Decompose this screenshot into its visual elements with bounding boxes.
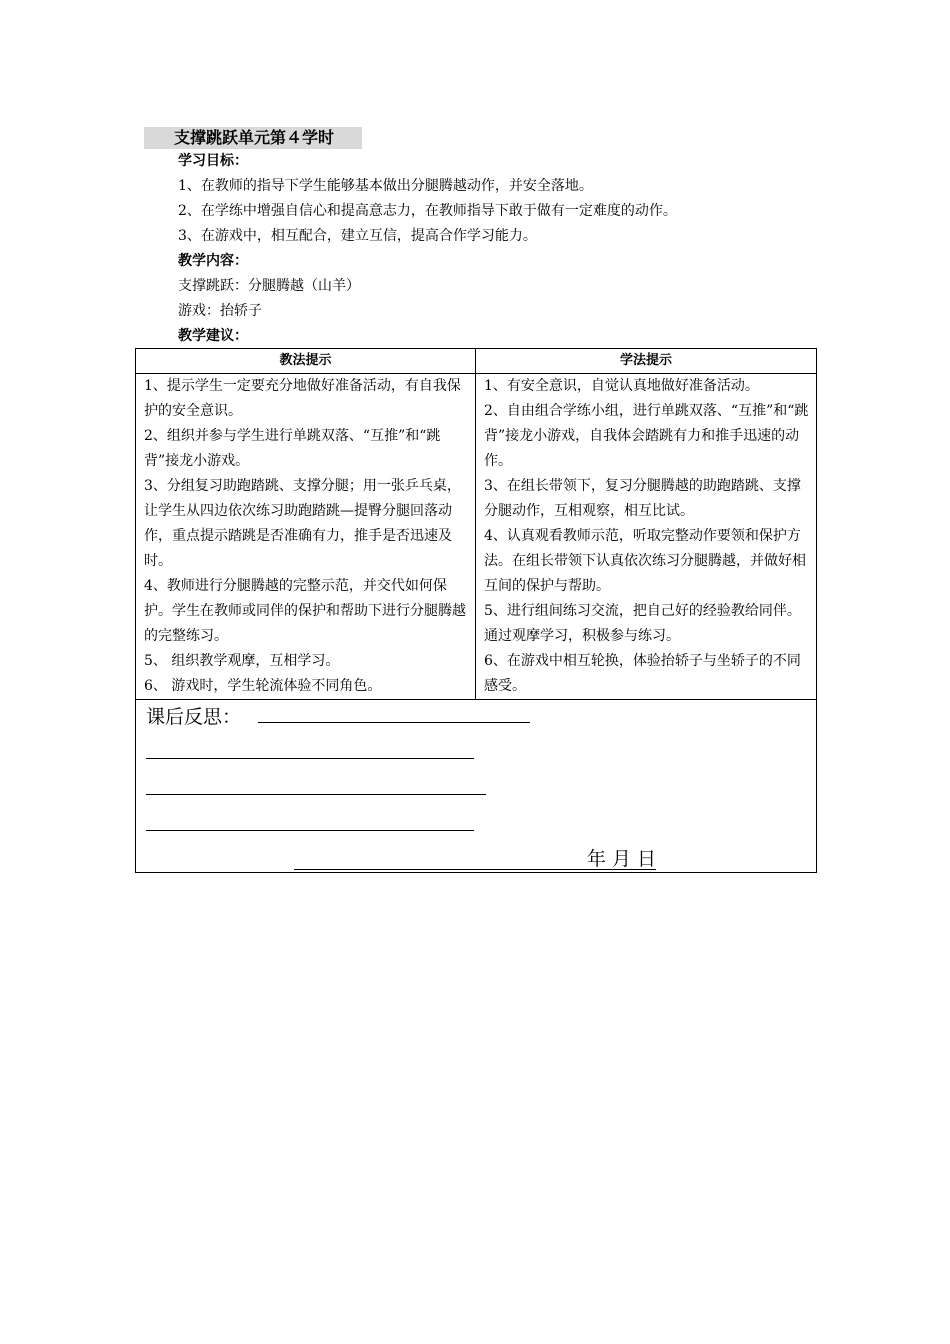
- teach-item: 5、 组织教学观摩，互相学习。: [144, 653, 340, 669]
- content-heading: 教学内容：: [178, 253, 248, 269]
- reflection-line[interactable]: [146, 758, 474, 759]
- learn-column: [476, 374, 817, 700]
- reflection-label: 课后反思：: [146, 706, 242, 728]
- goal-item-3: 3、在游戏中，相互配合，建立互信，提高合作学习能力。: [178, 228, 537, 244]
- learn-item: 5、进行组间练习交流，把自己好的经验教给同伴。通过观摩学习，积极参与练习。: [484, 603, 801, 644]
- teach-item: 1、提示学生一定要充分地做好准备活动，有自我保护的安全意识。: [144, 378, 461, 419]
- content-item-1: 支撑跳跃：分腿腾越（山羊）: [178, 278, 360, 294]
- reflection-line[interactable]: [146, 830, 474, 831]
- teach-header: 教法提示: [136, 349, 476, 374]
- goals-heading: 学习目标：: [178, 153, 248, 169]
- teach-item: 4、教师进行分腿腾越的完整示范，并交代如何保护。学生在教师或同伴的保护和帮助下进行分腿腾越的完整练习。: [144, 578, 466, 644]
- teach-item: 6、 游戏时，学生轮流体验不同角色。: [144, 678, 382, 694]
- teach-item: 2、组织并参与学生进行单跳双落、“互推”和“跳背”接龙小游戏。: [144, 428, 441, 469]
- reflection-section: [136, 700, 817, 873]
- content-item-2: 游戏：抬轿子: [178, 303, 262, 319]
- learn-item: 1、有安全意识，自觉认真地做好准备活动。: [484, 378, 759, 394]
- learn-item: 6、在游戏中相互轮换，体验抬轿子与坐轿子的不同感受。: [484, 653, 801, 694]
- learn-item: 4、认真观看教师示范，听取完整动作要领和保护方法。在组长带领下认真依次练习分腿腾越，并做好相互间的保护与帮助。: [484, 528, 806, 594]
- page-title: 支撑跳跃单元第４学时: [144, 127, 362, 149]
- reflection-line[interactable]: [258, 722, 530, 723]
- advice-heading: 教学建议：: [178, 328, 248, 344]
- teach-item: 3、分组复习助跑踏跳、支撑分腿；用一张乒乓桌，让学生从四边依次练习助跑踏跳—提臀分腿回落动作，重点提示踏跳是否准确有力，推手是否迅速及时。: [144, 478, 461, 569]
- goal-item-2: 2、在学练中增强自信心和提高意志力，在教师指导下敢于做有一定难度的动作。: [178, 203, 677, 219]
- advice-table: [135, 348, 817, 873]
- goal-item-1: 1、在教师的指导下学生能够基本做出分腿腾越动作，并安全落地。: [178, 178, 593, 194]
- reflection-line[interactable]: [146, 794, 486, 795]
- learn-item: 3、在组长带领下，复习分腿腾越的助跑踏跳、支撑分腿动作，互相观察，相互比试。: [484, 478, 801, 519]
- learn-header: 学法提示: [476, 349, 817, 374]
- teach-column: [136, 374, 476, 700]
- learn-item: 2、自由组合学练小组，进行单跳双落、“互推”和“跳背”接龙小游戏，自我体会踏跳有力和推手迅速的动作。: [484, 403, 809, 469]
- date-line: 年 月 日: [294, 848, 656, 870]
